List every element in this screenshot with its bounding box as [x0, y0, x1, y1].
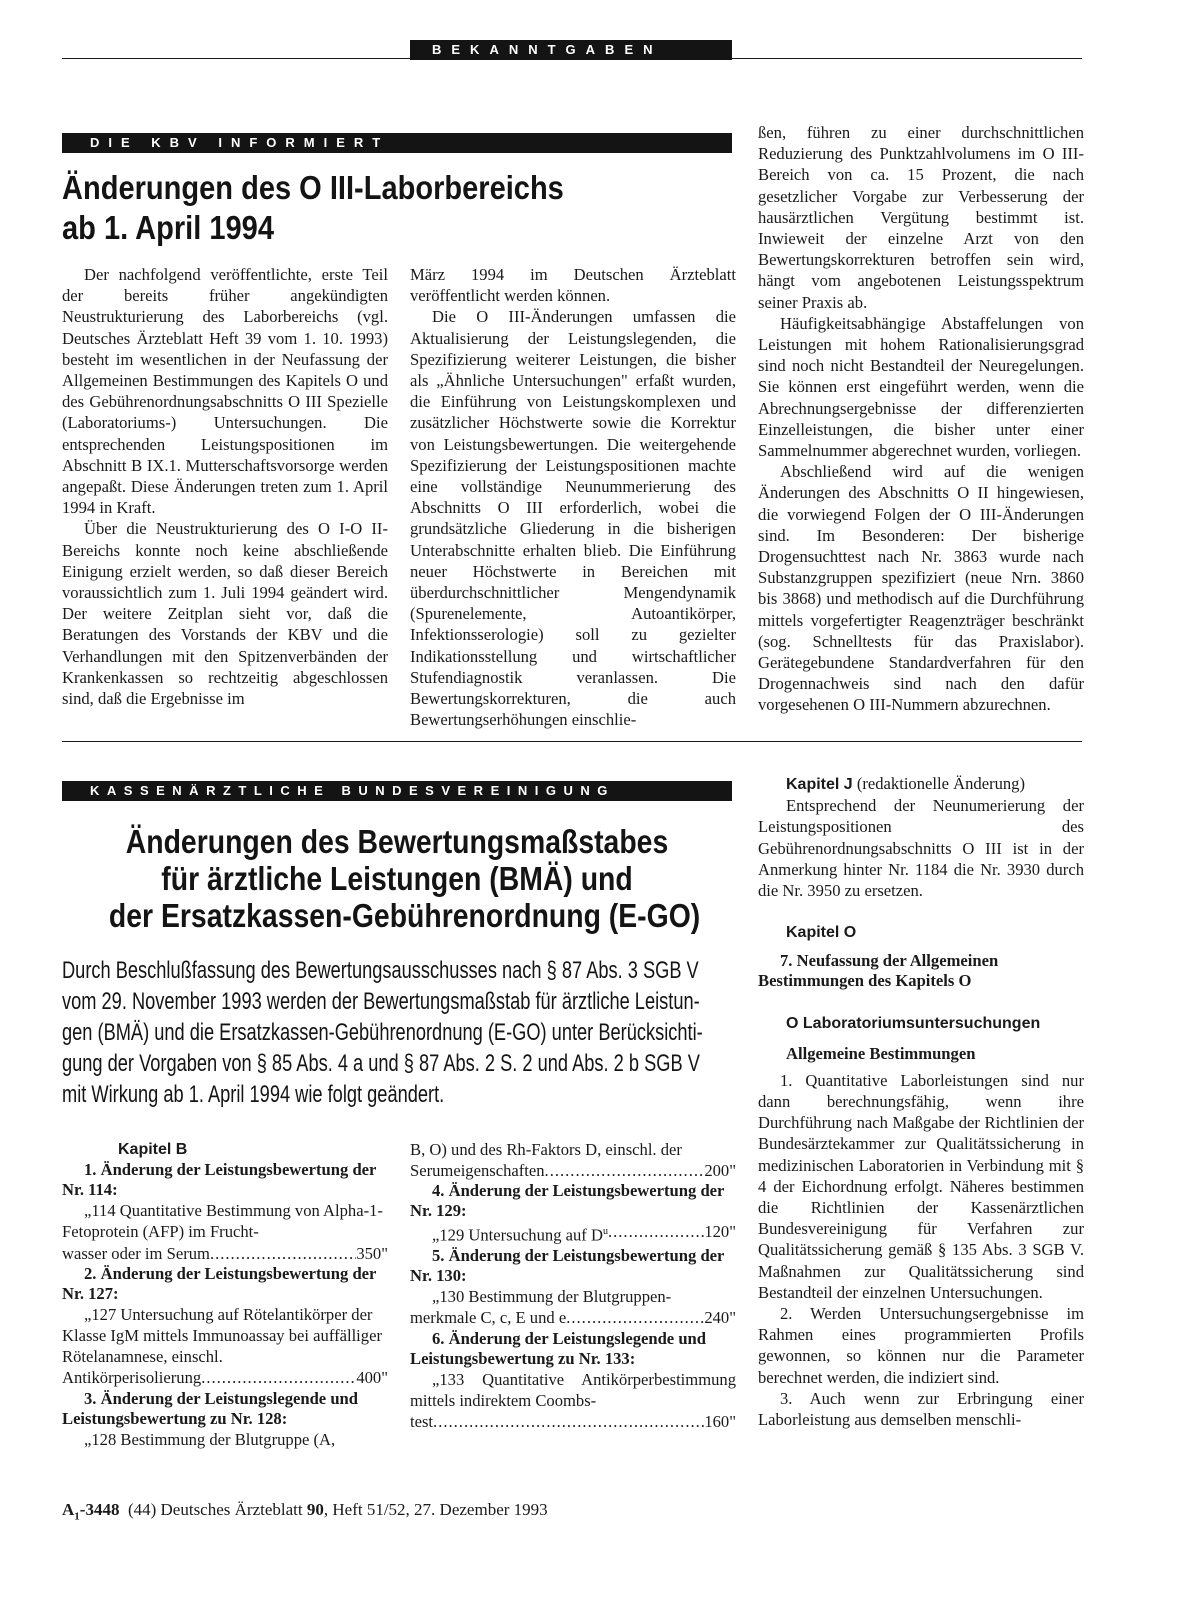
- points-value: 400": [356, 1368, 388, 1388]
- paragraph: Abschließend wird auf die wenigen Änderungen des Abschnitts O II hingewiesen, die vorwiegend Folgen der O III-Änderungen sind. Im Besonderen: Der bisherige Drogensuchttest nach Nr. 3863 wurde nach Substanzgruppen spezifiziert (neue Nrn. 3860 bis 3868) und methodisch auf die Durchführung mittels vorgefertigter Reagenzträger beschränkt (sog. Schnelltests für das Praxislabor). Gerätegebundene Standardverfahren für den Drogennachweis sind nach den dafür vorgesehenen O III-Nummern abzurechnen.: [758, 462, 1084, 715]
- amendment-entry-4: „129 Untersuchung auf $D^u$ ..... 120": [410, 1221, 736, 1246]
- article2-title-line3: der Ersatzkassen-Gebührenordnung (E-GO): [108, 897, 701, 934]
- points-value: 350": [356, 1243, 388, 1263]
- chapter-o-subheading: O Laboratoriumsuntersuchungen: [786, 1015, 1041, 1033]
- lead-line: gen (BMÄ) und die Ersatzkassen-Gebührenordnung (E-GO) unter Berücksichti-: [62, 1019, 703, 1046]
- lead-line: gung der Vorgaben von § 85 Abs. 4 a und § 87 Abs. 2 S. 2 und Abs. 2 b SGB V: [62, 1050, 700, 1077]
- amendment-entry-2-tail: Antikörperisolierung ..... 400": [62, 1367, 388, 1388]
- amendment-entry-6: „133 Quantitative Antikörperbestimmung mittels indirektem Coombs-: [410, 1369, 736, 1410]
- lead-line: vom 29. November 1993 werden der Bewertungsmaßstab für ärztliche Leistun-: [62, 988, 700, 1015]
- paragraph: 3. Auch wenn zur Erbringung einer Laborleistung aus demselben menschli-: [758, 1388, 1084, 1430]
- chapter-j-heading: Kapitel J (redaktionelle Änderung): [786, 774, 1026, 793]
- paragraph: 2. Werden Untersuchungsergebnisse im Rahmen eines programmierten Profils gewonnen, so können nur die Parameter berechnet werden, die indiziert sind.: [758, 1304, 1084, 1387]
- points-value: 120": [704, 1222, 736, 1242]
- article1-column-2: [410, 264, 736, 730]
- paragraph: Über die Neustrukturierung des O I-O II-Bereichs konnte noch keine abschließende Einigung erzielt werden, so daß dieser Bereich voraussichtlich zum 1. Juli 1994 geändert wird. Der weitere Zeitplan sieht vor, daß die Beratungen des Vorstands der KBV und die Verhandlungen mit den Spitzenverbänden der Krankenkassen so rechtzeitig abgeschlossen sind, daß die Ergebnisse im: [62, 519, 388, 709]
- article1-bottom-rule: [62, 741, 1082, 742]
- article2-lead: [62, 955, 742, 1110]
- points-value: 240": [704, 1308, 736, 1328]
- points-value: 200": [704, 1161, 736, 1181]
- paragraph: 1. Quantitative Laborleistungen sind nur dann berechnungsfähig, wenn ihre Durchführung nach Maßgabe der Richtlinien der Bundesärztekammer zur Qualitätssicherung in medizinischen Laboratorien in Verbindung mit § 4 der Eichordnung erfolgt. Näheres bestimmen die Richtlinien der Kassenärztlichen Bundesvereinigung für Verfahren zur Qualitätssicherung gemäß § 135 Abs. 3 SGB V. Maßnahmen zur Qualitätssicherung sind Bestandteil der einzelnen Untersuchungen.: [758, 1070, 1084, 1302]
- article1-column-3: [758, 122, 1084, 716]
- amendment-entry-5-tail: merkmale C, c, E und e ..... 240": [410, 1307, 736, 1328]
- article2-title-line2: für ärztliche Leistungen (BMÄ) und: [161, 860, 633, 897]
- amendment-entry-3: „128 Bestimmung der Blutgruppe (A,: [84, 1429, 336, 1449]
- amendment-heading-5: 5. Änderung der Leistungsbewertung der Nr. 130:: [410, 1246, 725, 1286]
- amendment-heading-6: 6. Änderung der Leistungslegende und Leistungsbewertung zu Nr. 133:: [410, 1328, 707, 1368]
- chapter-o-heading: Kapitel O: [786, 924, 857, 942]
- amendment-entry-2: „127 Untersuchung auf Rötelantikörper der Klasse IgM mittels Immunoassay bei auffälliger Rötelanamnese, einschl.: [62, 1304, 382, 1367]
- amendment-entry-1: „114 Quantitative Bestimmung von Alpha-1-Fetoprotein (AFP) im Frucht-: [62, 1201, 383, 1242]
- points-value: 160": [704, 1411, 736, 1431]
- lead-line: Durch Beschlußfassung des Bewertungsausschusses nach § 87 Abs. 3 SGB V: [62, 957, 699, 984]
- article1-column-1: [62, 264, 388, 709]
- page-reference: $A_1-3448$: [62, 1500, 120, 1523]
- article2-column-3: [758, 773, 1084, 1430]
- chapter-j-text: Entsprechend der Neunumerierung der Leistungspositionen des Gebührenordnungsabschnitts O III ist in der Anmerkung hinter Nr. 1184 die Nr. 3930 durch die Nr. 3950 zu ersetzen.: [758, 796, 1084, 901]
- paragraph: Der nachfolgend veröffentlichte, erste Teil der bereits früher angekündigten Neustrukturierung des Laborbereichs (vgl. Deutsches Ärzteblatt Heft 39 vom 1. 10. 1993) besteht im wesentlichen in der Neufassung der Allgemeinen Bestimmungen des Kapitels O und des Gebührenordnungsabschnitts O III Spezielle (Laboratoriums-) Untersuchungen. Die entsprechenden Leistungspositionen im Abschnitt B IX.1. Mutterschaftsvorsorge werden angepaßt. Diese Änderungen treten zum 1. April 1994 in Kraft.: [62, 265, 388, 518]
- entry-continuation-tail: Serumeigenschaften ..... 200": [410, 1160, 736, 1181]
- journal-issue-date: , Heft 51/52, 27. Dezember 1993: [323, 1500, 548, 1519]
- paragraph: März 1994 im Deutschen Ärzteblatt veröffentlicht werden können.: [410, 265, 736, 306]
- lead-line: mit Wirkung ab 1. April 1994 wie folgt geändert.: [62, 1081, 445, 1108]
- section-label-bar: BEKANNTGABEN: [410, 40, 732, 60]
- chapter-b-heading: Kapitel B: [118, 1141, 188, 1158]
- article1-title-line1: Änderungen des O III-Laborbereichs: [62, 169, 564, 206]
- article2-column-2: [410, 1139, 736, 1432]
- article2-column-1: [62, 1139, 388, 1450]
- amendment-entry-1-tail: wasser oder im Serum ..... 350": [62, 1243, 388, 1264]
- amendment-entry-5: „130 Bestimmung der Blutgruppen-: [432, 1287, 672, 1307]
- article1-title: [62, 168, 564, 247]
- chapter-o-amendment-heading: 7. Neufassung der Allgemeinen Bestimmungen des Kapitels O: [758, 951, 999, 991]
- paragraph: Die O III-Änderungen umfassen die Aktualisierung der Leistungslegenden, die Spezifizierung weiterer Leistungen, die bisher als „Ähnliche Untersuchungen" erfaßt wurden, die Einführung von Leistungskomplexen und zusätzlicher Höchstwerte sowie die Korrektur von Leistungsbewertungen. Die weitergehende Spezifizierung der Leistungspositionen machte eine vollständige Neunummerierung des Abschnitts O III erforderlich, wobei die grundsätzliche Gliederung in die bisherigen Unterabschnitte erhalten blieb. Die Einführung neuer Höchstwerte in Bereichen mit überdurchschnittlicher Mengendynamik (Spurenelemente, Autoantikörper, Infektionsserologie) soll zu gezielter Indikationsstellung und wirtschaftlicher Stufendiagnostik veranlassen. Die Bewertungskorrekturen, die auch Bewertungserhöhungen einschlie-: [410, 307, 736, 730]
- article2-kicker: KASSENÄRZTLICHE BUNDESVEREINIGUNG: [62, 781, 732, 801]
- amendment-heading-4: 4. Änderung der Leistungsbewertung der Nr. 129:: [410, 1181, 725, 1221]
- article1-kicker: DIE KBV INFORMIERT: [62, 133, 732, 153]
- general-provisions-heading: Allgemeine Bestimmungen: [786, 1043, 976, 1063]
- article1-title-line2: ab 1. April 1994: [62, 208, 274, 246]
- amendment-heading-2: 2. Änderung der Leistungsbewertung der Nr. 127:: [62, 1263, 377, 1303]
- amendment-heading-3: 3. Änderung der Leistungslegende und Leistungsbewertung zu Nr. 128:: [62, 1388, 359, 1428]
- journal-volume: 90: [306, 1500, 324, 1519]
- journal-issue: (44) Deutsches Ärzteblatt: [127, 1500, 307, 1519]
- article2-title-line1: Änderungen des Bewertungsmaßstabes: [125, 823, 669, 860]
- paragraph: Häufigkeitsabhängige Abstaffelungen von Leistungen mit hohem Rationalisierungsgrad sind noch nicht Bestandteil der Neuregelungen. Sie können erst eingeführt werden, wenn die Abrechnungsergebnisse der differenzierten Einzelleistungen, die bisher unter einer Sammelnummer abgerechnet wurden, vorliegen.: [758, 313, 1084, 461]
- amendment-heading-1: 1. Änderung der Leistungsbewertung der Nr. 114:: [62, 1160, 377, 1200]
- amendment-entry-6-tail: test ..... 160": [410, 1411, 736, 1432]
- article2-title: [62, 823, 732, 934]
- page-footer: [62, 1500, 548, 1522]
- paragraph: ßen, führen zu einer durchschnittlichen Reduzierung des Punktzahlvolumens im O III-Bereich von ca. 15 Prozent, die nach gesetzlicher Vorgabe zur Verbesserung der hausärztlichen Vergütung bestimmt ist. Inwieweit der einzelne Arzt von den Bewertungskorrekturen betroffen sein wird, hängt vom angebotenen Leistungsspektrum seiner Praxis ab.: [758, 123, 1084, 312]
- entry-continuation: B, O) und des Rh-Faktors D, einschl. der: [410, 1140, 682, 1159]
